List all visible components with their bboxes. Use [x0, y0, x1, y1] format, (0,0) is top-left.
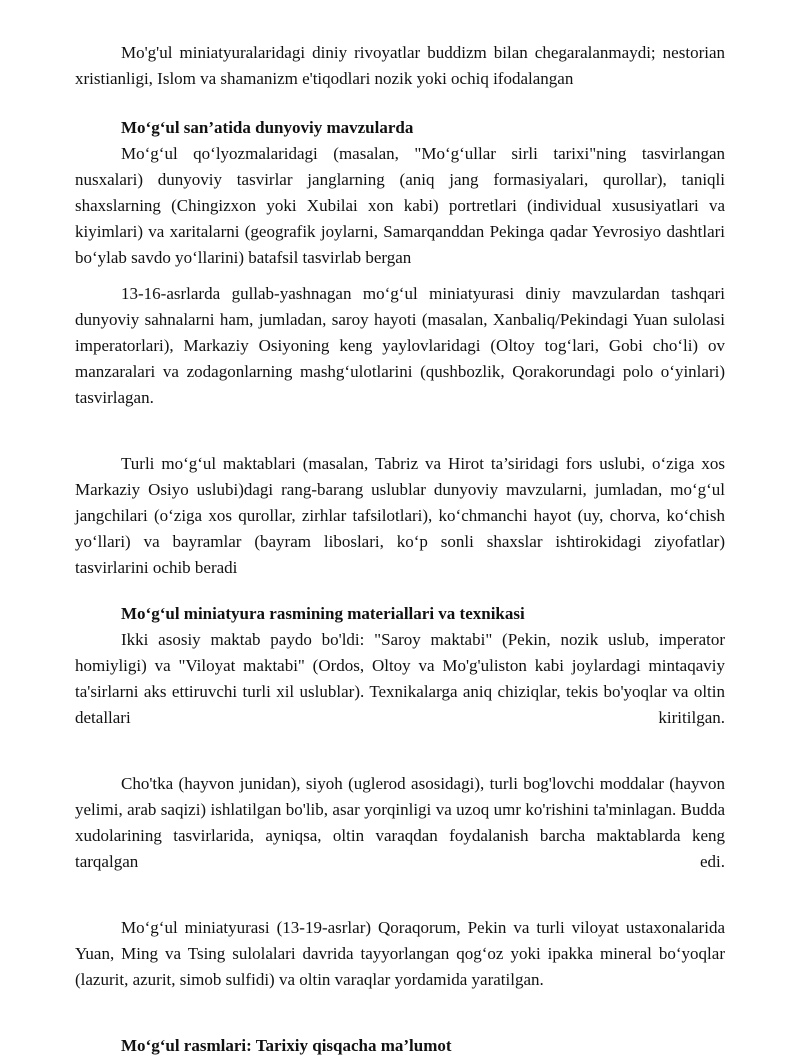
paragraph-13-16-centuries: 13-16-asrlarda gullab-yashnagan mo‘g‘ul miniatyurasi diniy mavzulardan tashqari dunyoviy sahnalarni ham, jumladan, saroy hayoti (masalan, Xanbaliq/Pekindagi Yuan sulolasi imperatorlari), Markaziy Osiyoning keng yaylovlaridagi (Oltoy tog‘lari, Gobi cho‘li) ov manzaralari va zodagonlarning mashg‘ulotlarini (qushbozlik, Qorakorundagi polo o‘yinlari) tasvirlagan.	[75, 284, 725, 407]
heading-materials-techniques: Mo‘g‘ul miniatyura rasmining materiallari va texnikasi	[121, 604, 525, 623]
paragraph-religious-narratives: Mo'g'ul miniatyuralaridagi diniy rivoyatlar buddizm bilan chegaralanmaydi; nestorian xristianligi, Islom va shamanizm e'tiqodlari nozik yoki ochiq ifodalangan	[75, 43, 725, 88]
document-page	[75, 40, 725, 1059]
paragraph-two-schools: Ikki asosiy maktab paydo bo'ldi: "Saroy maktabi" (Pekin, nozik uslub, imperator homiyligi) va "Viloyat maktabi" (Ordos, Oltoy va Mo'g'uliston kabi joylardagi mintaqaviy ta'sirlarni aks ettiruvchi turli xil uslublar). Texnikalarga aniq chiziqlar, tekis bo'yoqlar va oltin detallari kiritilgan.	[75, 630, 725, 727]
paragraph-schools-styles: Turli mo‘g‘ul maktablari (masalan, Tabriz va Hirot ta’siridagi fors uslubi, o‘ziga xos Markaziy Osiyo uslubi)dagi rang-barang uslublar dunyoviy mavzularni, jumladan, mo‘g‘ul jangchilari (o‘ziga xos qurollar, zirhlar tafsilotlari), ko‘chmanchi hayot (uy, chorva, ko‘chish yo‘llari) va bayramlar (bayram liboslari, ko‘p sonli shaxslar ishtirokidagi ziyofatlar) tasvirlarini ochib beradi	[75, 454, 725, 577]
paragraph-miniature-13-19: Mo‘g‘ul miniatyurasi (13-19-asrlar) Qoraqorum, Pekin va turli viloyat ustaxonalarida Yuan, Ming va Tsing sulolalari davrida tayyorlangan qog‘oz yoki ipakka mineral bo‘yoqlar (lazurit, azurit, simob sulfidi) va oltin varaqlar yordamida yaratilgan.	[75, 918, 725, 989]
paragraph-brushes-ink: Cho'tka (hayvon junidan), siyoh (uglerod asosidagi), turli bog'lovchi moddalar (hayvon yelimi, arab saqizi) ishlatilgan bo'lib, asar yorqinligi va uzoq umr ko'rishini ta'minlagan. Budda xudolarining tasvirlarida, ayniqsa, oltin varaqdan foydalanish barcha maktablarda keng tarqalgan edi.	[75, 774, 725, 871]
heading-historical-summary: Mo‘g‘ul rasmlari: Tarixiy qisqacha ma’lumot	[121, 1036, 452, 1055]
paragraph-manuscripts: Mo‘g‘ul qo‘lyozmalaridagi (masalan, "Mo‘g‘ullar sirli tarixi"ning tasvirlangan nusxalari) dunyoviy tasvirlar janglarning (aniq jang formasiyalari, qurollar), taniqli shaxslarning (Chingizxon yoki Xubilai xon kabi) portretlari (individual xususiyatlari va kiyimlari) va xaritalarni (geografik joylarni, Samarqanddan Pekinga qadar Yevrosiyo dashtlari bo‘ylab savdo yo‘llarini) batafsil tasvirlab bergan	[75, 144, 725, 267]
heading-secular-themes: Mo‘g‘ul san’atida dunyoviy mavzularda	[121, 118, 414, 137]
